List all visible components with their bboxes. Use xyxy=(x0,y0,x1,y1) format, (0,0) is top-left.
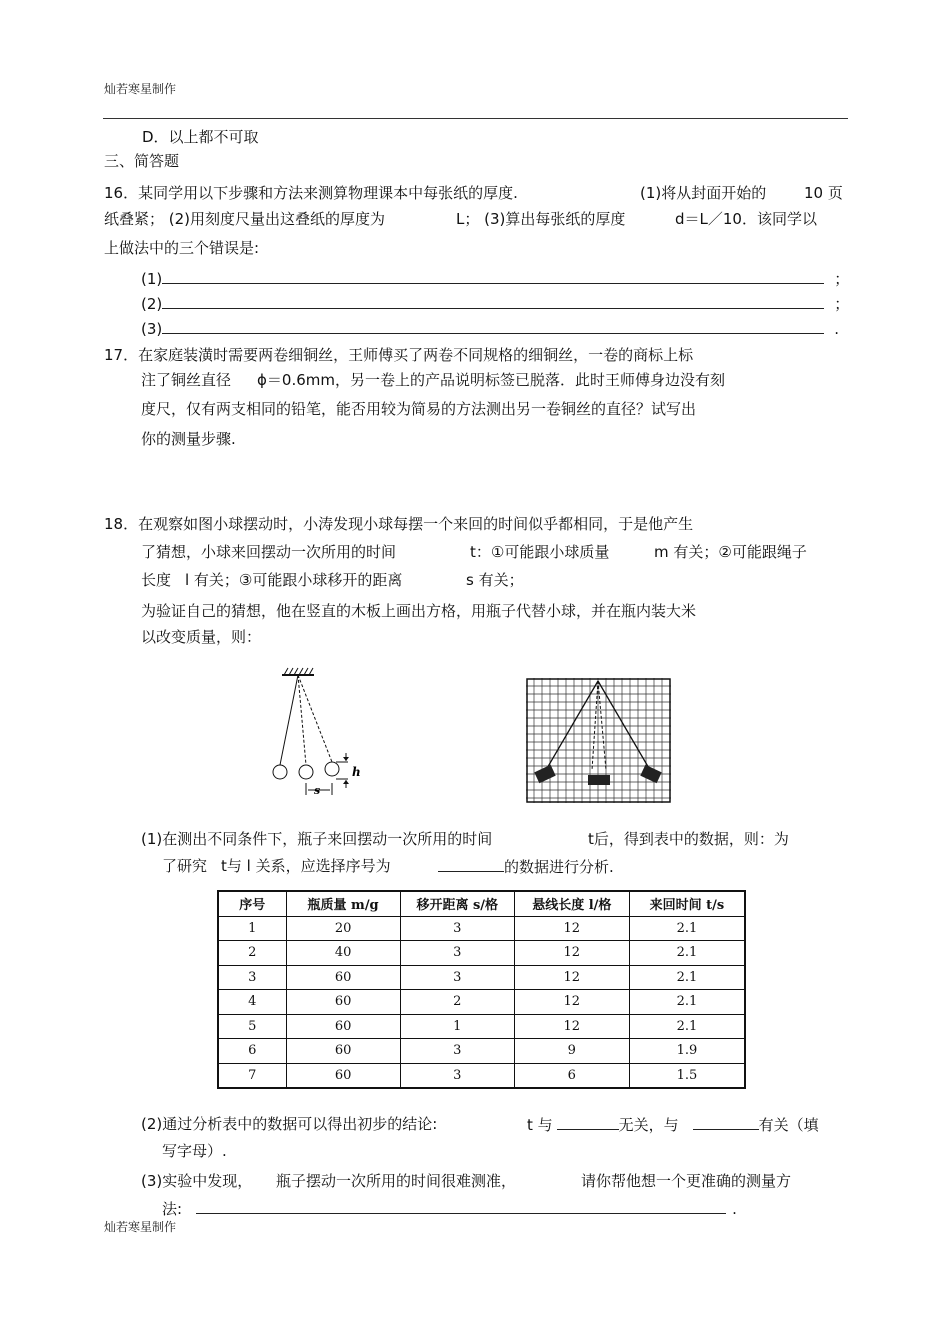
answer-line[interactable] xyxy=(196,1198,726,1214)
q18-text: 了猜想，小球来回摆动一次所用的时间 xyxy=(141,543,397,561)
col-header: 移开距离 s/格 xyxy=(400,891,514,916)
answer-line[interactable] xyxy=(557,1114,619,1130)
table-row xyxy=(218,916,745,941)
cell: 12 xyxy=(514,941,629,966)
answer-line[interactable] xyxy=(693,1114,759,1130)
q16-text: 纸叠紧； (2)用刻度尺量出这叠纸的厚度为 xyxy=(104,210,386,228)
cell: 9 xyxy=(514,1039,629,1064)
blank-label: (3) xyxy=(141,320,163,338)
cell: 2.1 xyxy=(629,965,745,990)
cell: 2 xyxy=(218,941,286,966)
q16-text: d＝L／10．该同学以 xyxy=(675,210,817,228)
answer-line[interactable] xyxy=(162,318,824,334)
col-header: 来回时间 t/s xyxy=(629,891,745,916)
q18-text: 长度 xyxy=(141,571,172,589)
sub3-text: (3)实验中发现， xyxy=(141,1172,253,1190)
q18-text: 为验证自己的猜想，他在竖直的木板上画出方格，用瓶子代替小球，并在瓶内装大米 xyxy=(141,602,697,620)
option-d: D．以上都不可取 xyxy=(142,128,259,146)
sub1-text: t后，得到表中的数据，则：为 xyxy=(588,830,789,848)
blank-end: . xyxy=(834,320,840,338)
sub2-text xyxy=(527,1114,819,1135)
q17-text: 17．在家庭装潢时需要两卷细铜丝，王师傅买了两卷不同规格的细铜丝，一卷的商标上标 xyxy=(104,346,694,364)
sub3-text: 请你帮他想一个更准确的测量方 xyxy=(581,1172,792,1190)
cell: 5 xyxy=(218,1014,286,1039)
cell: 6 xyxy=(218,1039,286,1064)
cell: 12 xyxy=(514,990,629,1015)
cell: 60 xyxy=(286,1014,400,1039)
string-left xyxy=(280,675,298,765)
cell: 3 xyxy=(400,941,514,966)
header-rule xyxy=(103,118,848,119)
blank-2[interactable] xyxy=(141,293,849,314)
cell: 1 xyxy=(218,916,286,941)
blank-end: ； xyxy=(834,295,850,313)
col-header: 悬线长度 l/格 xyxy=(514,891,629,916)
q16-text: 10 页 xyxy=(804,184,843,202)
q18-text: l 有关；③可能跟小球移开的距离 xyxy=(185,571,403,589)
h-arrowhead-top xyxy=(343,757,349,761)
sub3-text: 瓶子摆动一次所用的时间很难测准， xyxy=(276,1172,517,1190)
cell: 2.1 xyxy=(629,1014,745,1039)
col-header: 瓶质量 m/g xyxy=(286,891,400,916)
ball-left xyxy=(273,765,287,779)
blank-label: (2) xyxy=(141,295,163,313)
answer-line[interactable] xyxy=(162,293,824,309)
q18-text: t：①可能跟小球质量 xyxy=(470,543,610,561)
bottle-right xyxy=(640,765,661,783)
bottle-center xyxy=(588,775,610,785)
cell: 3 xyxy=(400,965,514,990)
blank-3[interactable] xyxy=(141,318,839,339)
cell: 1.5 xyxy=(629,1063,745,1088)
table-header-row xyxy=(218,891,745,916)
sub3-end: . xyxy=(732,1200,737,1218)
cell: 2 xyxy=(400,990,514,1015)
q18-text: 18．在观察如图小球摆动时，小涛发现小球每摆一个来回的时间似乎都相同，于是他产生 xyxy=(104,515,694,533)
cell: 12 xyxy=(514,1014,629,1039)
cell: 2.1 xyxy=(629,990,745,1015)
cell: 60 xyxy=(286,1039,400,1064)
label-s: s xyxy=(314,784,321,797)
blank-end: ； xyxy=(834,270,850,288)
ball-center xyxy=(299,765,313,779)
section-title: 三、简答题 xyxy=(104,152,180,170)
hatch-marks xyxy=(284,668,313,675)
q17-text: 度尺，仅有两支相同的铅笔，能否用较为简易的方法测出另一卷铜丝的直径？试写出 xyxy=(141,400,697,418)
cell: 20 xyxy=(286,916,400,941)
bottle-left xyxy=(534,765,555,783)
cell: 4 xyxy=(218,990,286,1015)
cell: 3 xyxy=(400,1063,514,1088)
cell: 2.1 xyxy=(629,941,745,966)
q16-text: (1)将从封面开始的 xyxy=(640,184,767,202)
cell: 2.1 xyxy=(629,916,745,941)
q16-text: 16．某同学用以下步骤和方法来测算物理课本中每张纸的厚度. xyxy=(104,184,518,202)
q16-text: L； (3)算出每张纸的厚度 xyxy=(456,210,626,228)
cell: 12 xyxy=(514,916,629,941)
sub1-text-end: 的数据进行分析. xyxy=(504,858,614,876)
sub2-mid: 无关，与 xyxy=(618,1116,679,1134)
sub2-text: 写字母）. xyxy=(162,1142,227,1160)
cell: 40 xyxy=(286,941,400,966)
q18-text: m 有关；②可能跟绳子 xyxy=(654,543,807,561)
sub1-text: t与 l 关系，应选择序号为 xyxy=(221,857,391,875)
label-h: h xyxy=(352,765,361,779)
table-row xyxy=(218,941,745,966)
sub3-blank[interactable] xyxy=(162,1198,737,1219)
cell: 60 xyxy=(286,965,400,990)
col-header: 序号 xyxy=(218,891,286,916)
cell: 1.9 xyxy=(629,1039,745,1064)
q18-text: s 有关； xyxy=(466,571,524,589)
ball-right xyxy=(325,762,339,776)
data-table xyxy=(217,890,746,1089)
sub1-text: 了研究 xyxy=(162,857,208,875)
cell: 1 xyxy=(400,1014,514,1039)
answer-line[interactable] xyxy=(438,856,504,872)
answer-line[interactable] xyxy=(162,268,824,284)
cell: 6 xyxy=(514,1063,629,1088)
sub2-t: t 与 xyxy=(527,1116,553,1134)
sub2-text: (2)通过分析表中的数据可以得出初步的结论: xyxy=(141,1115,438,1133)
q17-text: 注了铜丝直径 xyxy=(141,371,232,389)
q17-text: 你的测量步骤. xyxy=(141,430,236,448)
blank-label: (1) xyxy=(141,270,163,288)
sub2-end: 有关（填 xyxy=(758,1116,819,1134)
table-row xyxy=(218,965,745,990)
cell: 3 xyxy=(400,916,514,941)
q18-text: 以改变质量，则： xyxy=(141,628,262,646)
pendulum-diagram xyxy=(262,665,372,805)
table-row xyxy=(218,990,745,1015)
q16-text: 上做法中的三个错误是: xyxy=(104,239,260,257)
cell: 7 xyxy=(218,1063,286,1088)
watermark-bottom: 灿若寒星制作 xyxy=(104,1220,177,1234)
table-row xyxy=(218,1063,745,1088)
grid-pendulum-diagram xyxy=(526,678,671,803)
q17-text: ϕ＝0.6mm，另一卷上的产品说明标签已脱落．此时王师傅身边没有刻 xyxy=(257,371,725,389)
string-center xyxy=(298,675,306,765)
h-arrowhead-bottom xyxy=(343,780,349,784)
cell: 60 xyxy=(286,1063,400,1088)
table-row xyxy=(218,1014,745,1039)
blank-1[interactable] xyxy=(141,268,849,289)
string-right xyxy=(298,675,332,762)
sub3-label: 法: xyxy=(162,1200,183,1218)
cell: 3 xyxy=(400,1039,514,1064)
watermark-top: 灿若寒星制作 xyxy=(104,82,177,96)
table-row xyxy=(218,1039,745,1064)
sub1-blank[interactable] xyxy=(438,856,614,877)
cell: 12 xyxy=(514,965,629,990)
cell: 60 xyxy=(286,990,400,1015)
sub1-text: (1)在测出不同条件下，瓶子来回摆动一次所用的时间 xyxy=(141,830,493,848)
cell: 3 xyxy=(218,965,286,990)
